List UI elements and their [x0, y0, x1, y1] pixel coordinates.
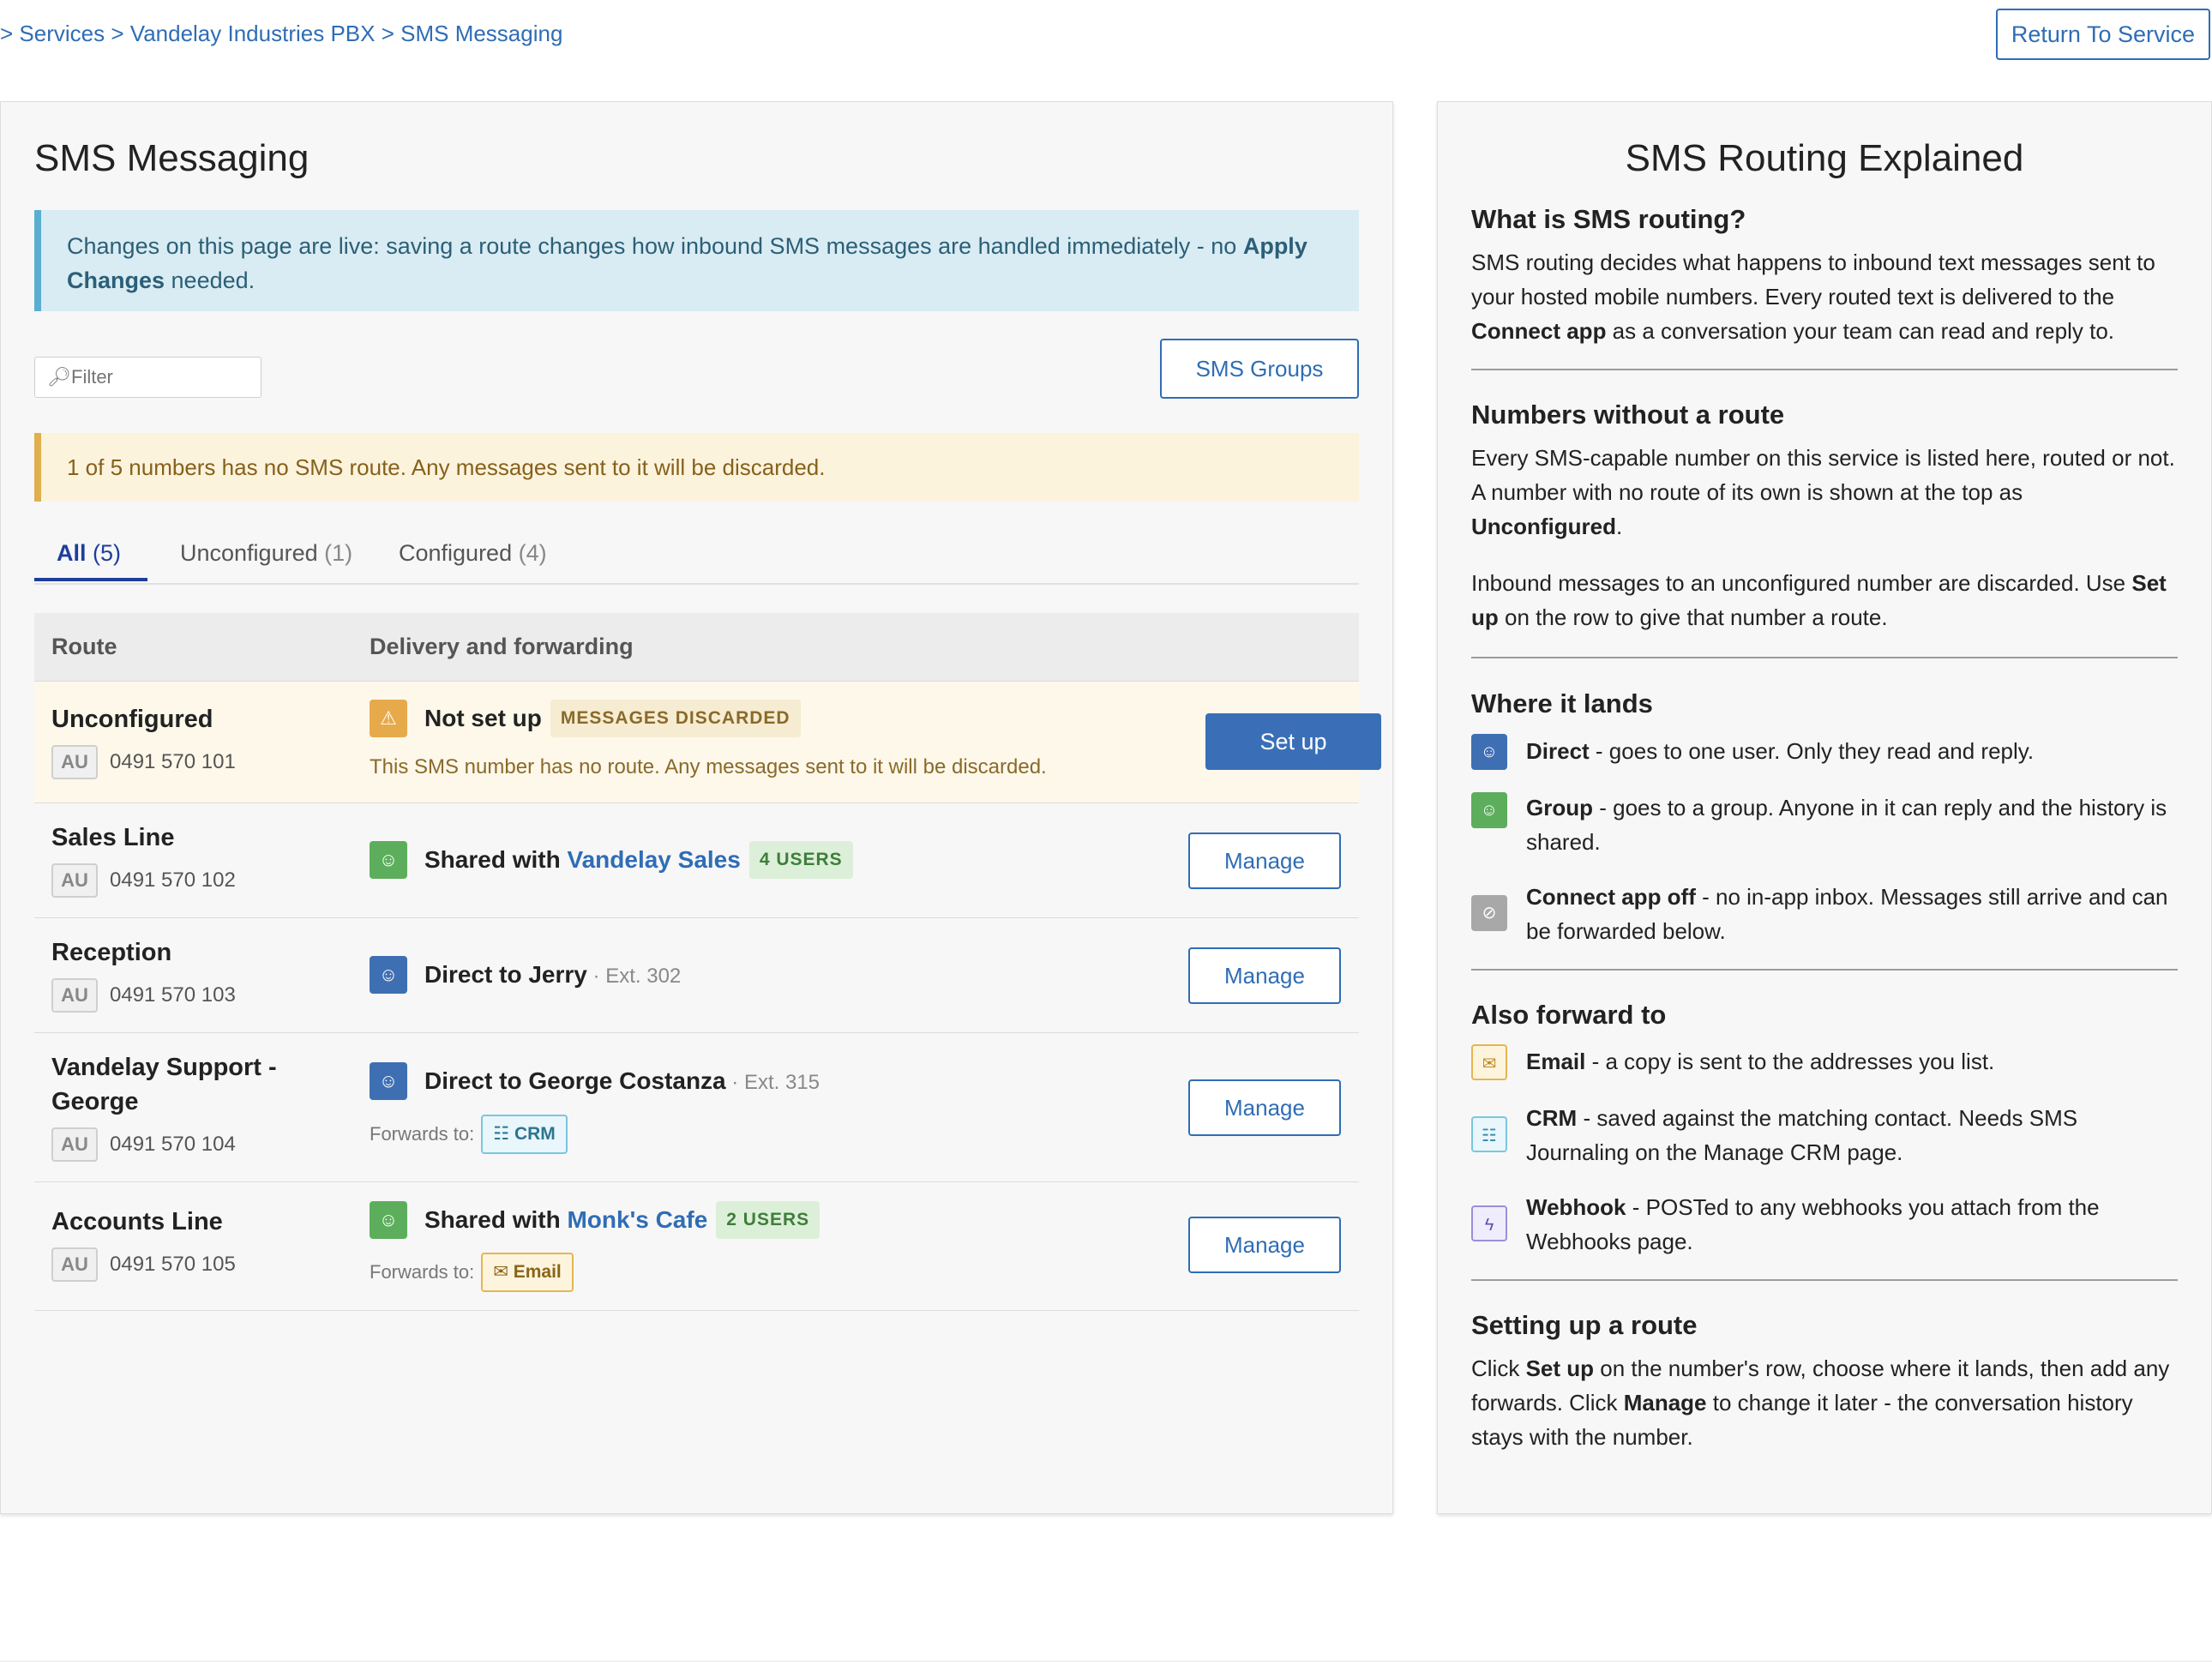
country-badge: AU	[51, 1247, 98, 1282]
users-count-badge: 4 USERS	[749, 841, 853, 879]
tab-label: All	[57, 540, 87, 566]
set-up-button[interactable]: Set up	[1205, 713, 1381, 770]
filter-box[interactable]	[34, 357, 261, 398]
manage-button[interactable]: Manage	[1188, 832, 1341, 889]
section-heading: Numbers without a route	[1471, 400, 1785, 430]
country-badge: AU	[51, 1127, 98, 1162]
divider	[1471, 369, 2178, 370]
route-name: Reception	[51, 939, 172, 966]
active-tab-indicator	[34, 578, 147, 581]
section-text: Inbound messages to an unconfigured number are discarded. Use Set up on the row to give that number a route.	[1471, 570, 2167, 630]
page-title: SMS Messaging	[34, 137, 310, 179]
table-row-sales-line	[34, 803, 1359, 918]
chip-label: CRM	[514, 1124, 556, 1144]
section-text: Click Set up on the number's row, choose where it lands, then add any forwards. Click Manage to change it later - the conversation history stays with the number.	[1471, 1355, 2170, 1450]
extension: · Ext. 302	[586, 965, 682, 988]
tab-label: Configured	[399, 540, 513, 566]
phone-number: 0491 570 104	[110, 1133, 236, 1156]
route-description: This SMS number has no route. Any messages sent to it will be discarded.	[370, 755, 1047, 778]
inbox-off-icon: ⊘	[1471, 895, 1507, 931]
chip-label: Email	[513, 1262, 562, 1282]
tab-label: Unconfigured	[180, 540, 318, 566]
manage-button[interactable]: Manage	[1188, 1217, 1341, 1273]
section-where-it-lands	[1471, 688, 2178, 730]
breadcrumb	[0, 21, 562, 47]
tab-count: (1)	[324, 540, 353, 566]
group-link-monks-cafe[interactable]: Monk's Cafe	[567, 1206, 708, 1233]
database-icon: ☷︎	[1471, 1116, 1507, 1152]
warning-icon: ⚠︎	[370, 700, 407, 737]
route-target: Direct to Jerry	[424, 961, 587, 988]
forwards-to	[370, 1253, 574, 1292]
filter-input[interactable]	[71, 366, 243, 388]
divider	[1471, 969, 2178, 971]
user-icon: ☺︎	[1471, 734, 1507, 770]
unrouted-warning: 1 of 5 numbers has no SMS route. Any messages sent to it will be discarded.	[34, 433, 1359, 502]
header-route: Route	[51, 634, 117, 659]
phone-number: 0491 570 105	[110, 1253, 236, 1276]
route-prefix: Shared with	[424, 846, 568, 873]
header-delivery: Delivery and forwarding	[370, 634, 634, 659]
country-badge: AU	[51, 745, 98, 779]
route-filter-tabs	[34, 525, 1359, 585]
group-icon: ☺︎	[370, 841, 407, 879]
route-name: Accounts Line	[51, 1208, 223, 1235]
sms-groups-button[interactable]: SMS Groups	[1160, 339, 1359, 399]
envelope-icon: ✉︎	[493, 1262, 508, 1282]
section-numbers-without-route	[1471, 400, 2178, 634]
group-icon: ☺︎	[1471, 792, 1507, 828]
route-prefix: Shared with	[424, 1206, 568, 1233]
phone-number: 0491 570 101	[110, 750, 236, 773]
user-icon: ☺︎	[370, 1062, 407, 1100]
route-name: Unconfigured	[51, 706, 213, 733]
section-heading: Setting up a route	[1471, 1310, 1698, 1340]
route-label	[424, 841, 853, 879]
section-setting-up-a-route	[1471, 1310, 2178, 1454]
group-link-vandelay-sales[interactable]: Vandelay Sales	[567, 846, 741, 873]
live-changes-alert	[34, 210, 1359, 311]
manage-button[interactable]: Manage	[1188, 947, 1341, 1004]
bolt-icon: ϟ	[1471, 1205, 1507, 1241]
routes-table-header	[34, 613, 1359, 682]
phone-number: 0491 570 102	[110, 869, 236, 892]
table-row-accounts-line	[34, 1182, 1359, 1311]
extension: · Ext. 315	[725, 1071, 820, 1094]
alert-bold: Apply Changes	[67, 233, 1307, 293]
forwards-label: Forwards to:	[370, 1123, 475, 1145]
tab-configured[interactable]	[399, 540, 547, 567]
route-name: Vandelay Support - George	[51, 1054, 277, 1115]
envelope-icon: ✉︎	[1471, 1044, 1507, 1080]
database-icon: ☷︎	[493, 1124, 510, 1144]
divider	[1471, 1279, 2178, 1281]
route-target: Direct to George Costanza	[424, 1067, 726, 1094]
group-icon: ☺︎	[370, 1201, 407, 1239]
route-label	[424, 1062, 820, 1102]
route-status	[424, 700, 801, 737]
breadcrumb-link-pbx[interactable]: Vandelay Industries PBX	[129, 21, 376, 46]
return-to-service-button[interactable]: Return To Service	[1996, 9, 2210, 60]
section-heading: What is SMS routing?	[1471, 204, 1746, 234]
phone-number: 0491 570 103	[110, 983, 236, 1007]
forward-chip-crm	[481, 1115, 568, 1154]
breadcrumb-sep: >	[111, 21, 124, 46]
forwards-to	[370, 1115, 568, 1154]
breadcrumb-sep: >	[381, 21, 394, 46]
messages-discarded-badge: MESSAGES DISCARDED	[550, 700, 801, 737]
country-badge: AU	[51, 863, 98, 898]
breadcrumb-link-services[interactable]: Services	[19, 21, 105, 46]
route-label	[424, 956, 681, 995]
section-also-forward-to	[1471, 1000, 2178, 1041]
route-label	[424, 1201, 820, 1239]
breadcrumb-current: SMS Messaging	[400, 21, 563, 46]
manage-button[interactable]: Manage	[1188, 1079, 1341, 1136]
section-heading: Where it lands	[1471, 688, 1653, 718]
users-count-badge: 2 USERS	[716, 1201, 820, 1239]
tab-count: (5)	[93, 540, 122, 566]
alert-text-end: needed.	[165, 267, 255, 293]
route-label: Not set up	[424, 705, 542, 731]
tab-count: (4)	[518, 540, 547, 566]
page-bottom-border	[0, 1661, 2212, 1662]
table-row-reception	[34, 918, 1359, 1033]
breadcrumb-sep: >	[0, 21, 14, 46]
section-text: SMS routing decides what happens to inbound text messages sent to your hosted mobile numbers. Every routed text is delivered to the Connect app as a conversation your team can read and reply to.	[1471, 249, 2155, 344]
search-icon: 🔎︎	[47, 366, 71, 388]
tab-unconfigured[interactable]	[180, 540, 352, 567]
forwards-label: Forwards to:	[370, 1261, 475, 1283]
forward-chip-email	[481, 1253, 573, 1292]
route-name: Sales Line	[51, 824, 175, 851]
section-what-is-routing	[1471, 204, 2178, 348]
table-row-unconfigured	[34, 682, 1359, 803]
table-row-vandelay-support	[34, 1033, 1359, 1182]
user-icon: ☺︎	[370, 956, 407, 994]
explained-title: SMS Routing Explained	[1625, 137, 2024, 179]
section-text: Every SMS-capable number on this service is listed here, routed or not. A number with no route of its own is shown at the top as Unconfigured.	[1471, 445, 2175, 539]
section-heading: Also forward to	[1471, 1000, 1667, 1030]
divider	[1471, 657, 2178, 658]
alert-text: Changes on this page are live: saving a route changes how inbound SMS messages are handled immediately - no	[67, 233, 1243, 259]
tab-all[interactable]	[57, 540, 121, 567]
country-badge: AU	[51, 978, 98, 1013]
